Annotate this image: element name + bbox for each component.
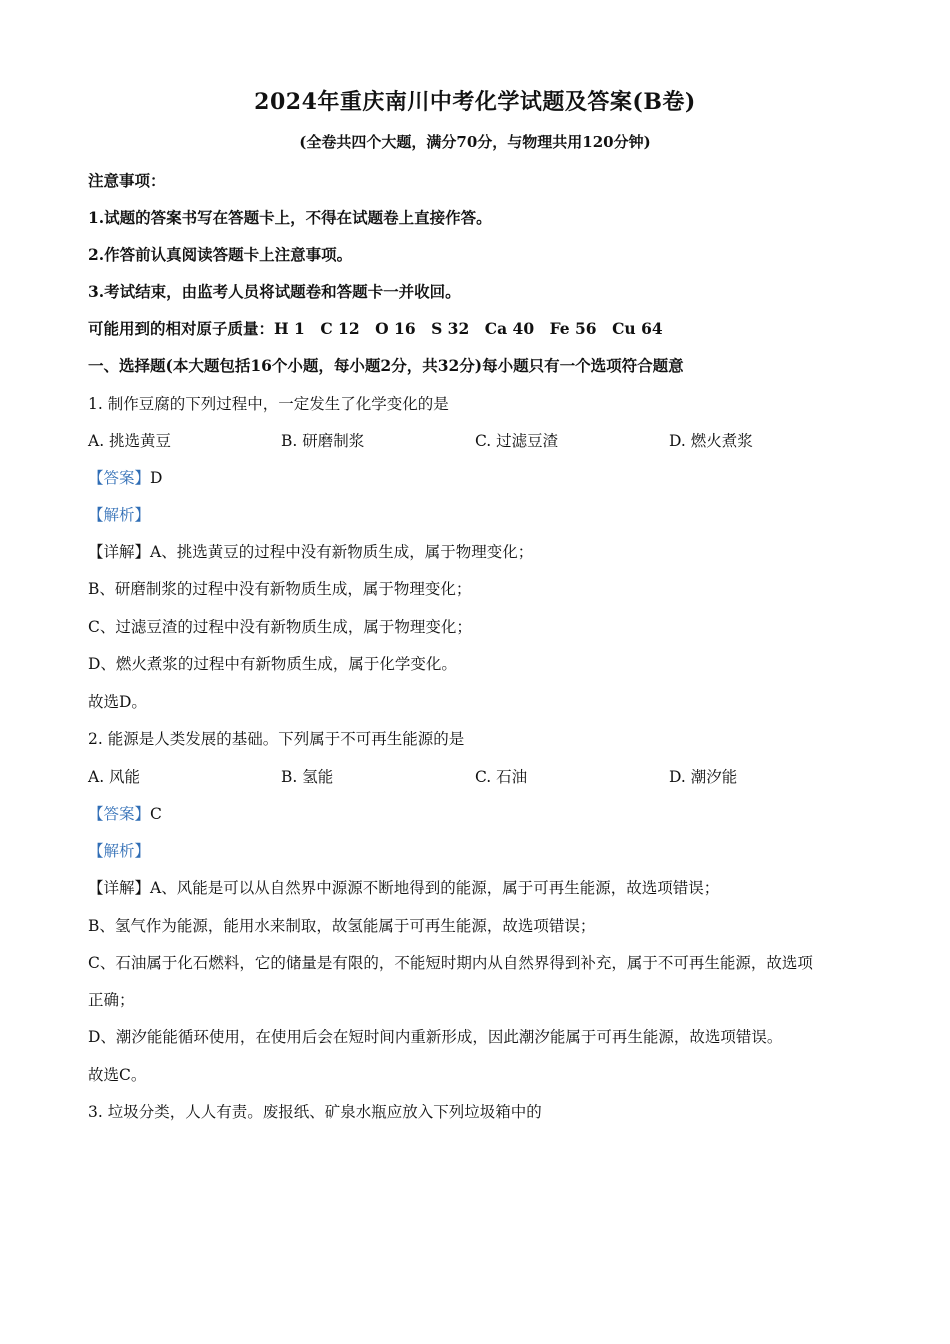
question-2-detail-3-cont: 正确； bbox=[88, 991, 135, 1009]
question-2-option-b: B. 氢能 bbox=[281, 768, 334, 786]
question-1-detail-4: D、燃火煮浆的过程中有新物质生成，属于化学变化。 bbox=[88, 655, 457, 673]
question-2-stem: 2. 能源是人类发展的基础。下列属于不可再生能源的是 bbox=[88, 730, 465, 748]
question-1-option-b: B. 研磨制浆 bbox=[281, 432, 365, 450]
detail-text: A、风能是可以从自然界中源源不断地得到的能源，属于可再生能源，故选项错误； bbox=[150, 879, 720, 897]
question-2-option-d: D. 潮汐能 bbox=[669, 768, 738, 786]
question-1-analysis-tag: 【解析】 bbox=[88, 506, 151, 524]
question-3-stem: 3. 垃圾分类，人人有责。废报纸、矿泉水瓶应放入下列垃圾箱中的 bbox=[88, 1103, 542, 1121]
question-2-detail-4: D、潮汐能能循环使用，在使用后会在短时间内重新形成，因此潮汐能属于可再生能源，故选项错误。 bbox=[88, 1028, 783, 1046]
question-2-answer bbox=[88, 803, 162, 825]
section-heading: 一、选择题(本大题包括16个小题，每小题2分，共32分)每小题只有一个选项符合题意 bbox=[88, 356, 684, 375]
question-1-detail-1 bbox=[88, 541, 533, 563]
question-1-option-a: A. 挑选黄豆 bbox=[88, 432, 172, 450]
question-1-option-c: C. 过滤豆渣 bbox=[475, 432, 559, 450]
notes-heading: 注意事项： bbox=[88, 171, 166, 190]
answer-tag: 【答案】 bbox=[88, 469, 151, 487]
note-item-1: 1.试题的答案书写在答题卡上，不得在试题卷上直接作答。 bbox=[88, 208, 492, 227]
detail-tag: 【详解】 bbox=[88, 879, 151, 897]
atomic-masses: 可能用到的相对原子质量：H 1 C 12 O 16 S 32 Ca 40 Fe 56 Cu 64 bbox=[88, 319, 663, 338]
answer-value: D bbox=[150, 469, 163, 487]
page-title: 2024年重庆南川中考化学试题及答案(B卷) bbox=[254, 89, 696, 115]
note-item-3: 3.考试结束，由监考人员将试题卷和答题卡一并收回。 bbox=[88, 282, 461, 301]
note-item-2: 2.作答前认真阅读答题卡上注意事项。 bbox=[88, 245, 353, 264]
question-2-conclusion: 故选C。 bbox=[88, 1066, 147, 1084]
question-1-answer bbox=[88, 467, 162, 489]
question-2-detail-2: B、氢气作为能源，能用水来制取，故氢能属于可再生能源，故选项错误； bbox=[88, 917, 596, 935]
question-1-detail-3: C、过滤豆渣的过程中没有新物质生成，属于物理变化； bbox=[88, 618, 472, 636]
question-2-analysis-tag: 【解析】 bbox=[88, 842, 151, 860]
question-2-option-a: A. 风能 bbox=[88, 768, 141, 786]
question-1-option-d: D. 燃火煮浆 bbox=[669, 432, 753, 450]
detail-tag: 【详解】 bbox=[88, 543, 151, 561]
page-subtitle: (全卷共四个大题，满分70分，与物理共用120分钟) bbox=[299, 133, 651, 151]
question-1-detail-2: B、研磨制浆的过程中没有新物质生成，属于物理变化； bbox=[88, 580, 472, 598]
question-1-conclusion: 故选D。 bbox=[88, 693, 147, 711]
question-2-option-c: C. 石油 bbox=[475, 768, 528, 786]
question-2-detail-1 bbox=[88, 877, 719, 899]
question-2-detail-3: C、石油属于化石燃料，它的储量是有限的，不能短时期内从自然界得到补充，属于不可再生能源，故选项 bbox=[88, 954, 813, 972]
detail-text: A、挑选黄豆的过程中没有新物质生成，属于物理变化； bbox=[150, 543, 534, 561]
question-1-stem: 1. 制作豆腐的下列过程中，一定发生了化学变化的是 bbox=[88, 395, 449, 413]
answer-value: C bbox=[150, 805, 162, 823]
answer-tag: 【答案】 bbox=[88, 805, 151, 823]
